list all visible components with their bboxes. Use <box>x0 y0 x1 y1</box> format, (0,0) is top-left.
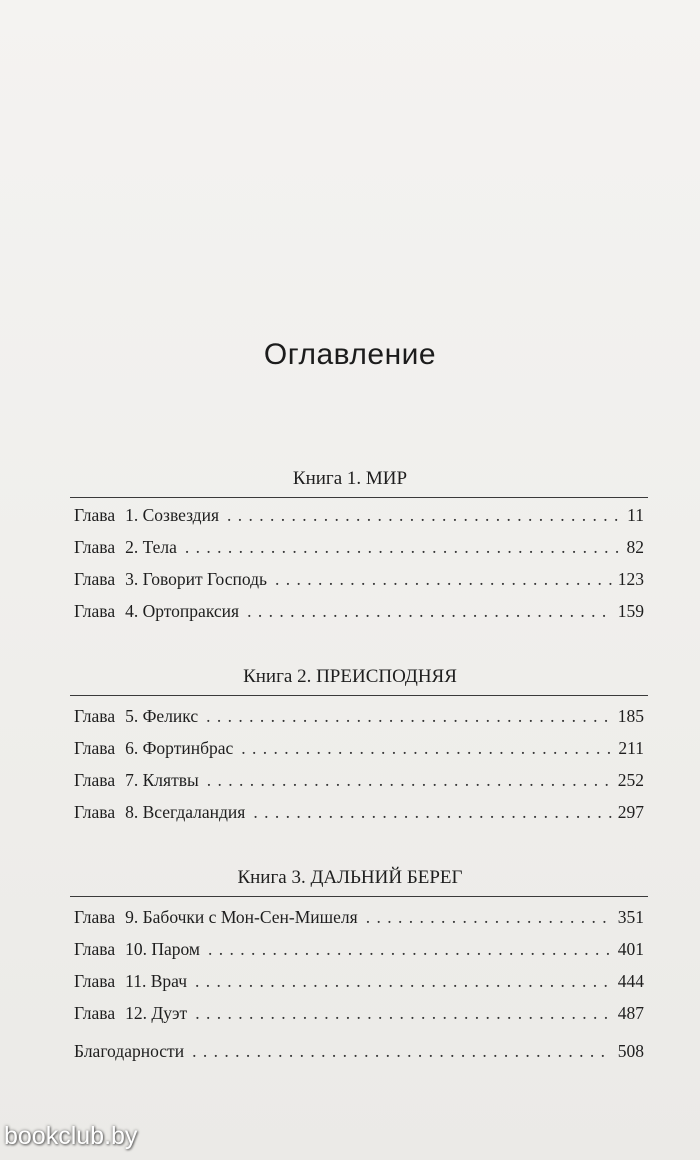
book-2-divider <box>70 695 648 696</box>
entry-page: 508 <box>617 1041 644 1061</box>
entry-title: Благодарности <box>74 1041 185 1061</box>
toc-entry[interactable] <box>74 601 644 627</box>
entry-page: 211 <box>618 738 644 758</box>
entry-label: Глава <box>74 505 116 525</box>
show-through-text <box>70 40 650 108</box>
book-3-divider <box>70 896 648 897</box>
leader-dots <box>275 569 612 590</box>
entry-label: Глава <box>74 537 116 557</box>
toc-entry[interactable] <box>74 939 644 965</box>
entry-title: 10. Паром <box>125 939 201 959</box>
entry-title: 12. Дуэт <box>125 1003 188 1023</box>
entry-title: 5. Феликс <box>125 706 199 726</box>
entry-page: 297 <box>617 802 644 822</box>
toc-entry[interactable] <box>74 706 644 732</box>
entry-label: Глава <box>74 907 116 927</box>
page-title: Оглавление <box>263 338 437 371</box>
toc-entry[interactable] <box>74 537 644 563</box>
entry-title: 1. Созвездия <box>125 505 220 525</box>
leader-dots <box>207 770 612 791</box>
entry-page: 351 <box>617 907 644 927</box>
site-watermark: bookclub.by <box>4 1122 138 1150</box>
entry-page: 444 <box>617 971 644 991</box>
entry-label: Глава <box>74 939 116 959</box>
entry-label: Глава <box>74 706 116 726</box>
toc-entry[interactable] <box>74 802 644 828</box>
entry-page: 252 <box>617 770 644 790</box>
toc-entry[interactable] <box>74 1003 644 1029</box>
leader-dots <box>253 802 611 823</box>
entry-label: Глава <box>74 569 116 589</box>
entry-label: Глава <box>74 770 116 790</box>
entry-label: Глава <box>74 738 116 758</box>
toc-entry[interactable] <box>74 971 644 997</box>
entry-title: 9. Бабочки с Мон-Сен-Мишеля <box>125 907 358 927</box>
book-1-title: Книга 1. МИР <box>292 468 408 489</box>
toc-entry-acknowledgements[interactable] <box>74 1041 644 1067</box>
leader-dots <box>227 505 621 526</box>
toc-entry[interactable] <box>74 738 644 764</box>
entry-page: 185 <box>617 706 644 726</box>
leader-dots <box>208 939 612 960</box>
entry-page: 159 <box>617 601 644 621</box>
entry-label: Глава <box>74 802 116 822</box>
book-3-title: Книга 3. ДАЛЬНИЙ БЕРЕГ <box>237 867 463 888</box>
entry-title: 4. Ортопраксия <box>125 601 240 621</box>
entry-title: 2. Тела <box>125 537 177 557</box>
leader-dots <box>366 907 612 928</box>
leader-dots <box>247 601 612 622</box>
entry-title: 3. Говорит Господь <box>125 569 267 589</box>
entry-label: Глава <box>74 971 116 991</box>
leader-dots <box>195 1003 612 1024</box>
leader-dots <box>206 706 612 727</box>
entry-page: 487 <box>617 1003 644 1023</box>
leader-dots <box>241 738 612 759</box>
book-1-divider <box>70 497 648 498</box>
leader-dots <box>192 1041 612 1062</box>
entry-label: Глава <box>74 601 116 621</box>
toc-entry[interactable] <box>74 770 644 796</box>
entry-title: 7. Клятвы <box>125 770 199 790</box>
entry-page: 123 <box>617 569 644 589</box>
toc-entry[interactable] <box>74 569 644 595</box>
book-2-title: Книга 2. ПРЕИСПОДНЯЯ <box>243 666 457 687</box>
entry-title: 8. Всегдаландия <box>125 802 246 822</box>
leader-dots <box>185 537 621 558</box>
entry-page: 11 <box>627 505 644 525</box>
entry-page: 82 <box>626 537 644 557</box>
entry-label: Глава <box>74 1003 116 1023</box>
leader-dots <box>195 971 612 992</box>
toc-entry[interactable] <box>74 907 644 933</box>
entry-title: 11. Врач <box>125 971 188 991</box>
entry-page: 401 <box>617 939 644 959</box>
entry-title: 6. Фортинбрас <box>125 738 234 758</box>
toc-entry[interactable] <box>74 505 644 531</box>
